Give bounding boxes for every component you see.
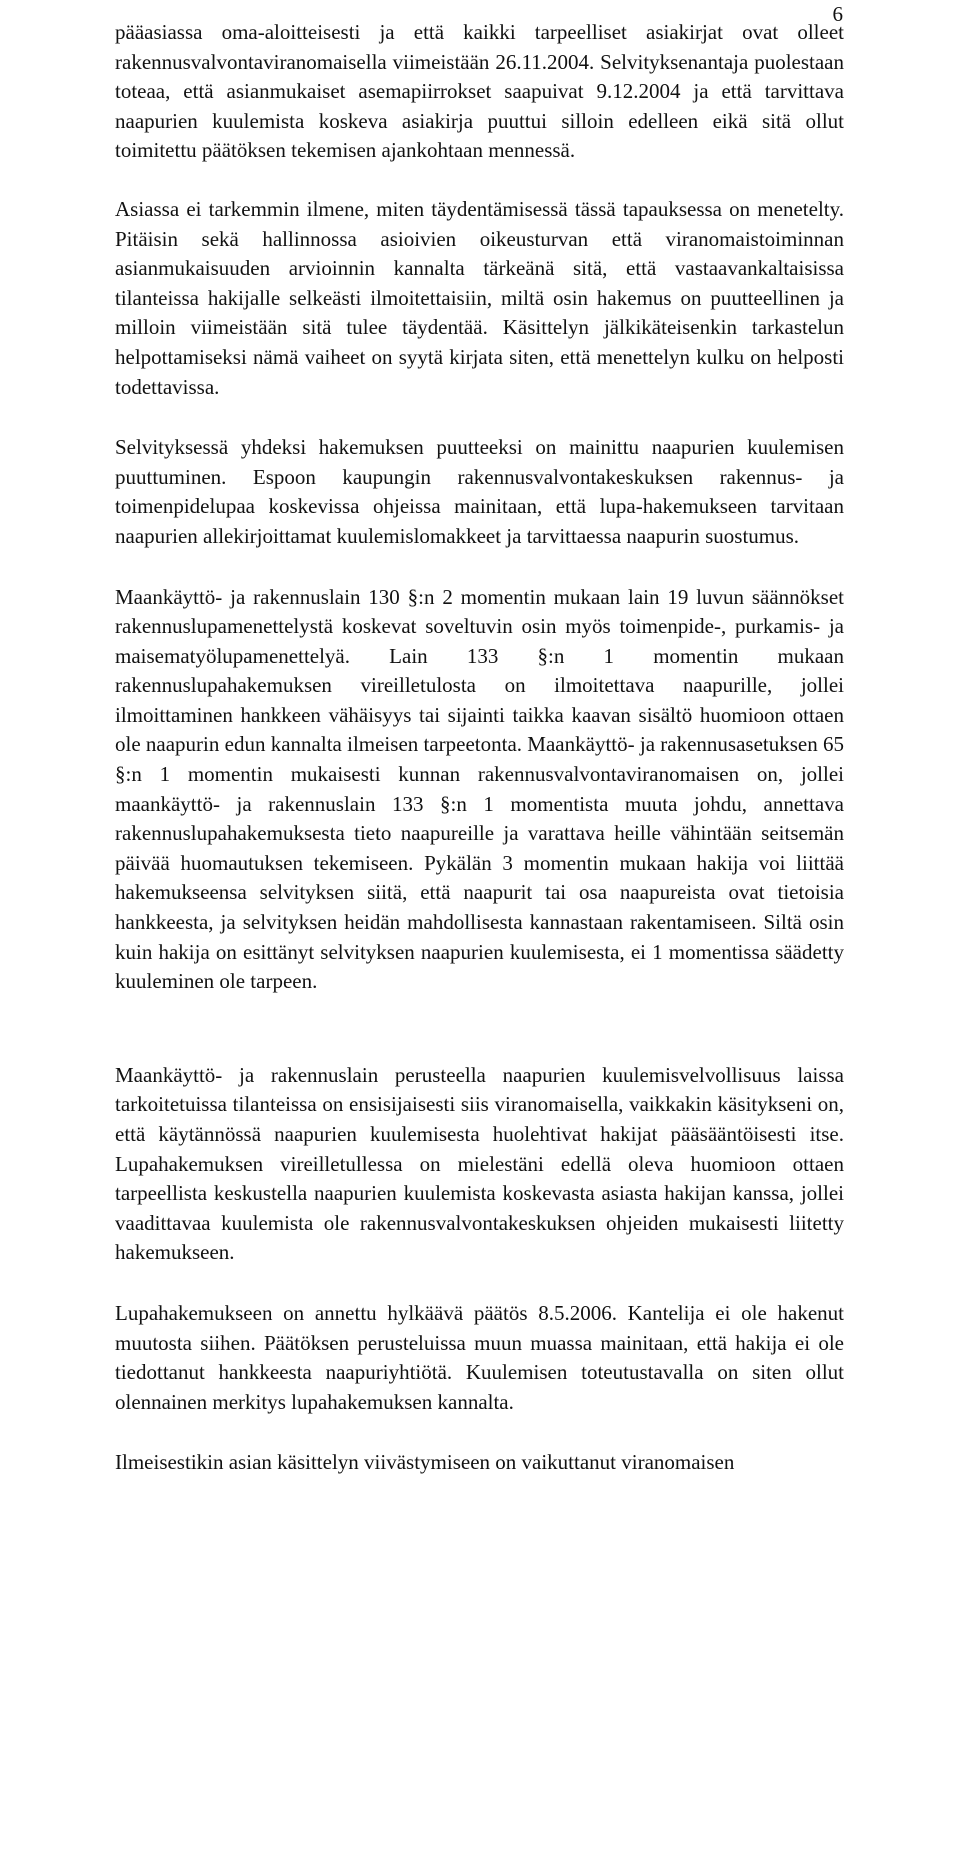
document-body [115,18,844,1478]
paragraph-2: Asiassa ei tarkemmin ilmene, miten täydentämisessä tässä tapauksessa on menetelty. Pitäisin sekä hallinnossa asioivien oikeusturvan että viranomaistoiminnan asianmukaisuuden arvioinnin kannalta tärkeänä sitä, että vastaavankaltaisissa tilanteissa hakijalle selkeästi ilmoitettaisiin, miltä osin hakemus on puutteellinen ja milloin viimeistään sitä tulee täydentää. Käsittelyn jälkikäteisenkin tarkastelun helpottamiseksi nämä vaiheet on syytä kirjata siten, että menettelyn kulku on helposti todettavissa. [115,196,844,399]
paragraph-5: Maankäyttö- ja rakennuslain perusteella naapurien kuulemisvelvollisuus laissa tarkoitetuissa tilanteissa on ensisijaisesti siis viranomaisella, vaikkakin käsitykseni on, että käytännössä naapurien kuulemisesta huolehtivat hakijat pääsääntöisesti itse. Lupahakemuksen vireilletullessa on mielestäni edellä oleva huomioon ottaen tarpeellista keskustella naapurien kuulemista koskevasta asiasta hakijan kanssa, jollei vaadittavaa kuulemista ole rakennusvalvontakeskuksen ohjeiden mukaisesti liitetty hakemukseen. [115,1062,844,1265]
paragraph-7: Ilmeisestikin asian käsittelyn viivästymiseen on vaikuttanut viranomaisen [115,1450,735,1475]
paragraph-4: Maankäyttö- ja rakennuslain 130 §:n 2 momentin mukaan lain 19 luvun säännökset rakennuslupamenettelystä koskevat soveltuvin osin myös toimenpide-, purkamis- ja maisematyölupamenettelyä. Lain 133 §:n 1 momentin mukaan rakennuslupahakemuksen vireilletulosta on ilmoitettava naapurille, jollei ilmoittaminen hankkeen vähäisyys tai sijainti taikka kaavan sisältö huomioon ottaen ole naapurin edun kannalta ilmeisen tarpeetonta. Maankäyttö- ja rakennusasetuksen 65 §:n 1 momentin mukaisesti kunnan rakennusvalvontaviranomaisen on, jollei maankäyttö- ja rakennuslain 133 §:n 1 momentista muuta johdu, annettava rakennuslupahakemuksesta tieto naapureille ja varattava heille vähintään seitsemän päivää huomautuksen tekemiseen. Pykälän 3 momentin mukaan hakija voi liittää hakemukseensa selvityksen siitä, että naapurit tai osa naapureista ovat tietoisia hankkeesta, ja selvityksen heidän mahdollisesta kannastaan rakentamiseen. Siltä osin kuin hakija on esittänyt selvityksen naapurien kuulemisesta, ei 1 momentissa säädetty kuuleminen ole tarpeen. [115,584,844,994]
paragraph-3: Selvityksessä yhdeksi hakemuksen puutteeksi on mainittu naapurien kuulemisen puuttuminen. Espoon kaupungin rakennusvalvontakeskuksen rakennus- ja toimenpidelupaa koskevissa ohjeissa mainitaan, että lupa-hakemukseen tarvitaan naapurien allekirjoittamat kuulemislomakkeet ja tarvittaessa naapurin suostumus. [115,435,844,548]
paragraph-6: Lupahakemukseen on annettu hylkäävä päätös 8.5.2006. Kantelija ei ole hakenut muutosta siihen. Päätöksen perusteluissa muun muassa mainitaan, että hakija ei ole tiedottanut hankkeesta naapuriyhtiötä. Kuulemisen toteutustavalla on siten ollut olennainen merkitys lupahakemuksen kannalta. [115,1300,844,1414]
paragraph-1: pääasiassa oma-aloitteisesti ja että kaikki tarpeelliset asiakirjat ovat olleet rakennusvalvontaviranomaisella viimeistään 26.11.2004. Selvityksenantaja puolestaan toteaa, että asianmukaiset asemapiirrokset saapuivat 9.12.2004 ja että tarvittava naapurien kuulemista koskeva asiakirja puuttui silloin edelleen eikä sitä ollut toimitettu päätöksen tekemisen ajankohtaan mennessä. [115,20,844,163]
page-number: 6 [832,2,843,26]
